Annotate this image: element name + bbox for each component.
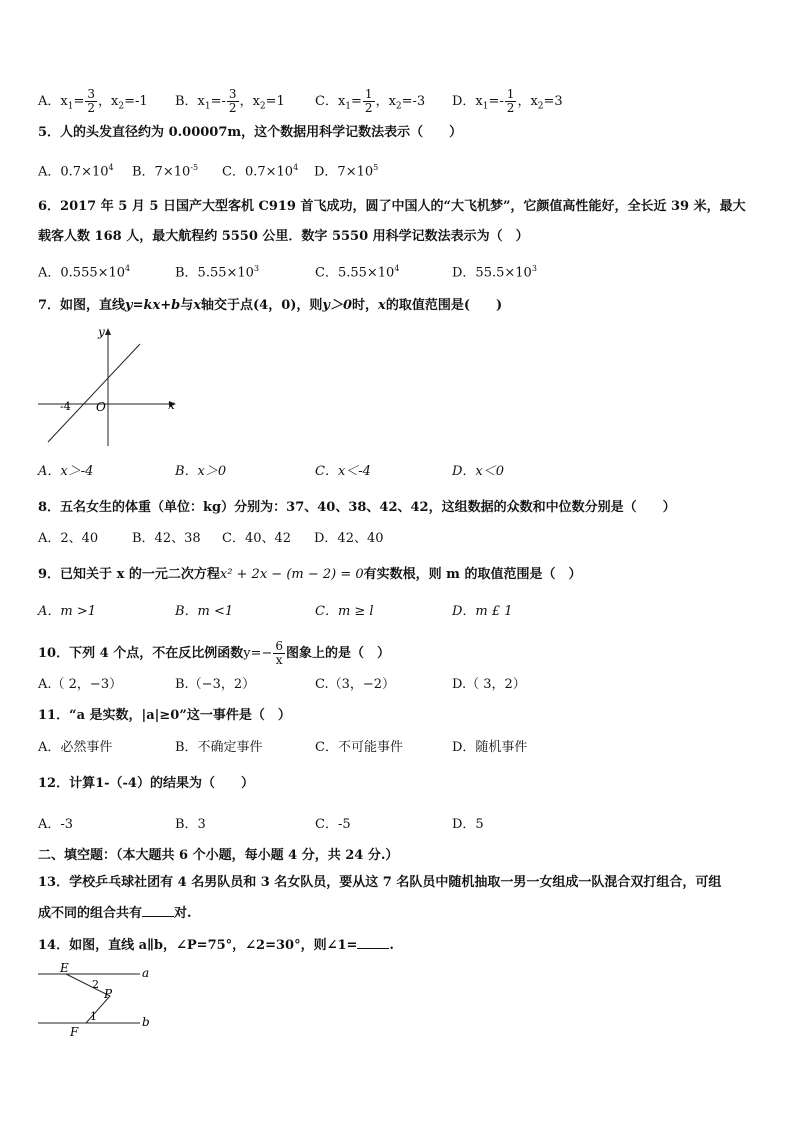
q4-a-fraction — [85, 88, 97, 115]
q4-d-sep: ，x — [517, 94, 538, 109]
q8-option-a[interactable]: A．2、40 — [38, 531, 99, 546]
q4-a-numerator: 3 — [87, 87, 96, 101]
q12-option-a[interactable]: A．-3 — [38, 817, 74, 832]
q9-option-c[interactable]: C．m ≥ l — [315, 604, 374, 619]
q10-option-b[interactable]: B.（−3，2） — [175, 677, 256, 692]
q6-option-a[interactable] — [38, 260, 130, 282]
q13-stem-line1: 13．学校乒乓球社团有 4 名男队员和 3 名女队员，要从这 7 名队员中随机抽取一男一女组成一队混合双打组合，可组 — [38, 875, 722, 890]
q8-option-c[interactable]: C．40、42 — [222, 531, 292, 546]
q7-condition: y＞0 — [322, 298, 353, 313]
q4-c-mid: = — [351, 94, 362, 109]
q11-stem: 11．“a 是实数，|a|≥0”这一事件是（ ） — [38, 708, 291, 723]
q7-option-a[interactable]: A．x＞-4 — [38, 464, 94, 479]
q4-b-prefix: B．x — [175, 94, 205, 109]
q4-d-numerator: 1 — [506, 87, 515, 101]
q14-label-b: b — [142, 1015, 150, 1029]
q5-option-a[interactable] — [38, 159, 114, 181]
q4-a-tail: =-1 — [124, 94, 148, 109]
q14-stem — [38, 936, 394, 955]
q4-b-sub2: 2 — [259, 101, 266, 112]
q7-y-label: y — [98, 325, 105, 339]
q13-stem-line2 — [38, 904, 192, 923]
q7-y-axis-arrow — [105, 328, 111, 335]
q5-stem: 5．人的头发直径约为 0.00007m，这个数据用科学记数法表示（ ） — [38, 125, 463, 140]
q14-label-p: P — [104, 987, 113, 1001]
q6-b-base: B．5.55×10 — [175, 265, 254, 281]
q4-a-sep: ，x — [98, 94, 119, 109]
q4-c-tail: =-3 — [401, 94, 426, 109]
q4-c-sub2: 2 — [395, 101, 402, 112]
q6-option-b[interactable] — [175, 260, 259, 282]
q5-option-c[interactable] — [222, 159, 298, 181]
q6-a-base: A．0.555×10 — [38, 265, 126, 281]
q6-option-d[interactable] — [452, 260, 537, 282]
q6-option-c[interactable] — [315, 260, 399, 282]
q5-option-b[interactable] — [132, 159, 198, 181]
q11-option-c[interactable]: C．不可能事件 — [315, 740, 403, 755]
q4-b-denominator: 2 — [228, 101, 237, 115]
q4-d-sub2: 2 — [537, 101, 544, 112]
q12-option-c[interactable]: C．-5 — [315, 817, 351, 832]
q7-intercept-label: -4 — [60, 400, 71, 413]
q4-c-sep: ，x — [375, 94, 396, 109]
q9-stem — [38, 566, 581, 584]
q9-option-d[interactable]: D．m £ 1 — [452, 604, 513, 619]
q5-c-base: C．0.7×10 — [222, 164, 294, 180]
q10-fraction — [273, 640, 285, 667]
q5-b-base: B．7×10 — [132, 164, 191, 180]
q7-x-var-2: x — [378, 298, 386, 313]
q7-x-var: x — [193, 298, 202, 313]
q4-option-a[interactable] — [38, 88, 148, 116]
q10-option-c[interactable]: C.（3，−2） — [315, 677, 396, 692]
q4-option-d[interactable] — [452, 88, 563, 116]
q5-b-exp: -5 — [190, 163, 199, 172]
q4-d-sub1: 1 — [482, 101, 489, 112]
q13-text-post: 对. — [174, 906, 192, 921]
q4-d-denominator: 2 — [506, 101, 515, 115]
q7-expression: y=kx+b — [125, 298, 181, 313]
q4-c-numerator: 1 — [364, 87, 373, 101]
q7-line-kx-b — [48, 344, 140, 442]
q12-option-b[interactable]: B．3 — [175, 817, 206, 832]
q8-option-b[interactable]: B．42、38 — [132, 531, 201, 546]
q6-a-exp: 4 — [125, 264, 131, 273]
q10-numerator: 6 — [275, 639, 283, 653]
q6-b-exp: 3 — [253, 264, 260, 273]
q4-a-prefix: A．x — [38, 94, 68, 109]
q9-equation: x² + 2x − (m − 2) = 0 — [219, 567, 364, 582]
q5-d-exp: 5 — [373, 163, 379, 172]
q4-d-mid: =- — [488, 94, 504, 109]
q8-stem: 8．五名女生的体重（单位：kg）分别为：37、40、38、42、42，这组数据的众数和中位数分别是（ ） — [38, 500, 676, 515]
q7-text-3: 轴交于点(4，0)，则 — [201, 298, 323, 313]
q4-c-fraction — [363, 88, 375, 115]
q4-a-sub1: 1 — [67, 101, 74, 112]
q4-b-sub1: 1 — [204, 101, 211, 112]
q14-angle-1-label: 1 — [90, 1010, 97, 1023]
q6-c-base: C．5.55×10 — [315, 265, 395, 281]
q6-d-exp: 3 — [531, 264, 537, 273]
q9-text-post: 有实数根，则 m 的取值范围是（ ） — [363, 567, 582, 582]
q10-stem — [38, 640, 390, 667]
q4-a-denominator: 2 — [87, 101, 96, 115]
q13-answer-blank[interactable] — [142, 904, 174, 917]
q4-a-sub2: 2 — [118, 101, 125, 112]
q7-graph — [36, 320, 182, 450]
q7-text-5: 的取值范围是( ) — [385, 298, 503, 313]
q14-answer-blank[interactable] — [357, 936, 389, 949]
q11-option-b[interactable]: B．不确定事件 — [175, 740, 263, 755]
q5-a-exp: 4 — [108, 163, 114, 172]
q7-stem — [38, 297, 502, 315]
q4-c-sub1: 1 — [345, 101, 352, 112]
q10-function: y=− — [243, 646, 273, 661]
q5-d-base: D．7×10 — [314, 164, 374, 180]
q9-option-b[interactable]: B．m <1 — [175, 604, 234, 619]
q10-option-a[interactable]: A.（ 2，−3） — [38, 677, 123, 692]
q6-d-base: D．55.5×10 — [452, 265, 532, 281]
q5-a-base: A．0.7×10 — [38, 164, 109, 180]
q4-b-numerator: 3 — [228, 87, 237, 101]
q10-text-pre: 10．下列 4 个点，不在反比例函数 — [38, 646, 244, 661]
q14-text-pre: 14．如图，直线 a∥b，∠P=75°，∠2=30°，则∠1= — [38, 938, 358, 953]
q4-d-prefix: D．x — [452, 94, 483, 109]
section-2-heading: 二、填空题：（本大题共 6 个小题，每小题 4 分，共 24 分.） — [38, 848, 399, 863]
q6-c-exp: 4 — [394, 264, 400, 273]
q14-text-post: . — [389, 938, 394, 953]
q10-option-d[interactable]: D.（ 3，2） — [452, 677, 526, 692]
q4-c-prefix: C．x — [315, 94, 346, 109]
q11-option-d[interactable]: D．随机事件 — [452, 740, 528, 755]
q7-x-label: x — [168, 398, 175, 412]
q9-text-pre: 9．已知关于 x 的一元二次方程 — [38, 567, 220, 582]
q6-stem-line2: 载客人数 168 人，最大航程约 5550 公里．数字 5550 用科学记数法表示为（ ） — [38, 229, 529, 244]
q7-option-d[interactable]: D．x＜0 — [452, 464, 505, 479]
q12-option-d[interactable]: D．5 — [452, 817, 484, 832]
q4-option-b[interactable] — [175, 88, 285, 116]
q13-text-pre: 成不同的组合共有 — [38, 906, 143, 921]
q8-option-d[interactable]: D．42、40 — [314, 531, 384, 546]
q6-stem-line1: 6．2017 年 5 月 5 日国产大型客机 C919 首飞成功，圆了中国人的“大飞机梦”，它颜值高性能好，全长近 39 米，最大 — [38, 199, 746, 214]
q14-angle-2-label: 2 — [92, 978, 99, 991]
q7-text-4: 时， — [352, 298, 379, 313]
q14-label-e: E — [60, 961, 69, 975]
q4-b-mid: =- — [210, 94, 226, 109]
q4-b-fraction — [227, 88, 239, 115]
q14-label-f: F — [70, 1025, 79, 1039]
q7-origin-label: O — [96, 400, 106, 414]
q4-b-tail: =1 — [265, 94, 285, 109]
q14-label-a: a — [142, 966, 150, 980]
q4-option-c[interactable] — [315, 88, 425, 116]
q4-b-sep: ，x — [239, 94, 260, 109]
q10-text-post: 图象上的是（ ） — [285, 646, 390, 661]
q7-option-b[interactable]: B．x＞0 — [175, 464, 227, 479]
q10-denominator: x — [273, 653, 285, 667]
q5-option-d[interactable] — [314, 159, 378, 181]
q9-option-a[interactable]: A．m >1 — [38, 604, 97, 619]
q4-a-mid: = — [73, 94, 85, 109]
q7-text-2: 与 — [180, 298, 194, 313]
q14-figure — [36, 960, 156, 1040]
q4-d-fraction — [505, 88, 517, 115]
q11-option-a[interactable]: A．必然事件 — [38, 740, 113, 755]
q12-stem: 12．计算1-（-4）的结果为（ ） — [38, 776, 254, 791]
q4-c-denominator: 2 — [364, 101, 373, 115]
q7-text-1: 7．如图，直线 — [38, 298, 126, 313]
q5-c-exp: 4 — [293, 163, 299, 172]
q7-option-c[interactable]: C．x＜-4 — [315, 464, 371, 479]
q4-d-tail: =3 — [543, 94, 563, 109]
